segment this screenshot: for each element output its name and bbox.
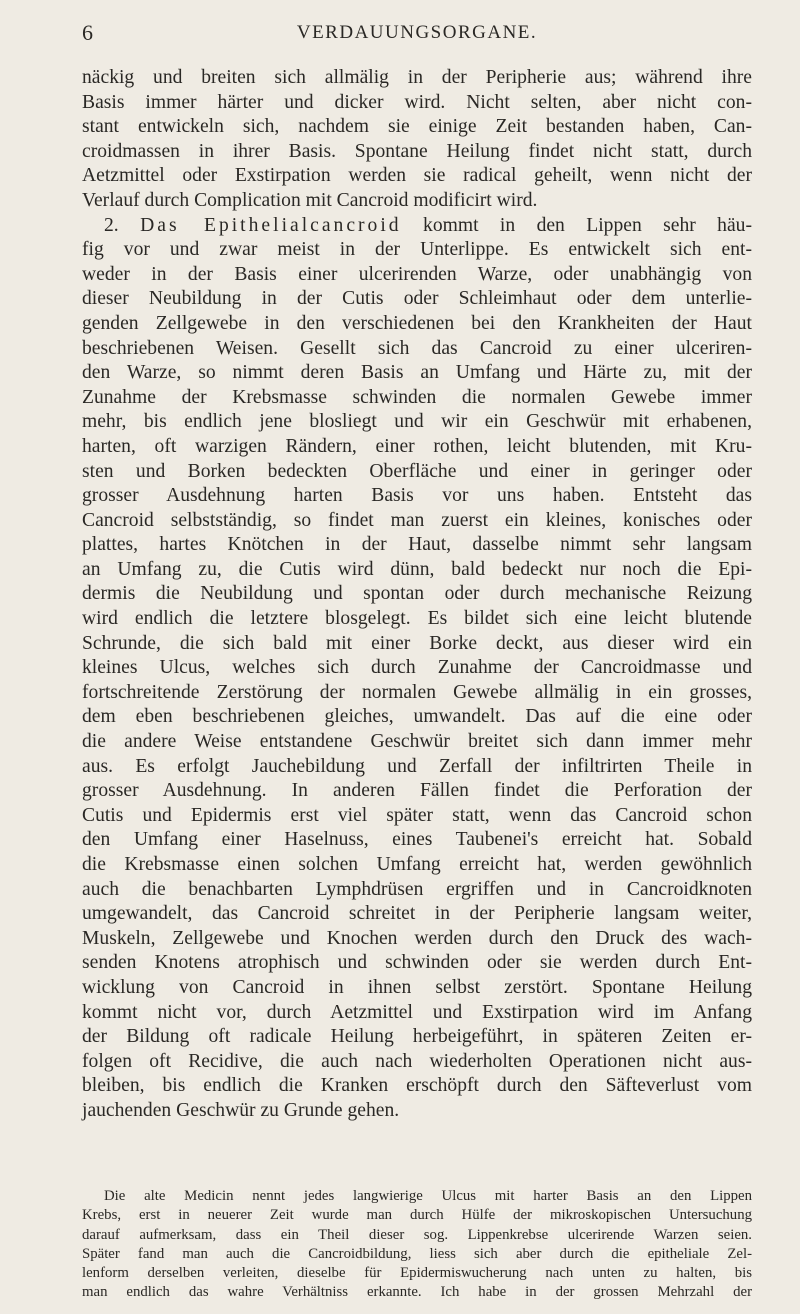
text-line: fortschreitende Zerstörung der normalen Gewebe allmälig in ein grosses,	[82, 681, 752, 703]
section-number: 2.	[104, 214, 119, 236]
text-line: umgewandelt, das Cancroid schreitet in der Peripherie langsam weiter,	[82, 903, 752, 925]
text-line: genden Zellgewebe in den verschiedenen bei den Krankheiten der Haut	[82, 312, 752, 334]
text-line: aus. Es erfolgt Jauchebildung und Zerfall der infiltrirten Theile in	[82, 755, 752, 777]
text-line: näckig und breiten sich allmälig in der Peripherie aus; während ihre	[82, 67, 752, 88]
section-start-line	[82, 214, 752, 239]
text-line: Muskeln, Zellgewebe und Knochen werden durch den Druck des wach-	[82, 927, 752, 949]
footnote-line: Krebs, erst in neuerer Zeit wurde man durch Hülfe der mikroskopischen Untersuchung	[82, 1207, 752, 1224]
text-line: die andere Weise entstandene Geschwür breitet sich dann immer mehr	[82, 731, 752, 753]
text-line: fig vor und zwar meist in der Unterlippe. Es entwickelt sich ent-	[82, 239, 752, 261]
text-line: bleiben, bis endlich die Kranken erschöpft durch den Säfteverlust vom	[82, 1075, 752, 1097]
text-line: den Warze, so nimmt deren Basis an Umfang und Härte zu, mit der	[82, 362, 752, 384]
body-text	[82, 66, 752, 1124]
text-line: jauchenden Geschwür zu Grunde gehen.	[82, 1099, 400, 1121]
text-line: grosser Ausdehnung harten Basis vor uns haben. Entsteht das	[82, 485, 752, 507]
page-number: 6	[82, 20, 94, 45]
text-line: auch die benachbarten Lymphdrüsen ergriffen und in Cancroidknoten	[82, 878, 752, 900]
footnote-line: lenform derselben verleiten, dieselbe für Epidermiswucherung nach unten zu halten, bis	[82, 1265, 752, 1282]
text-line: plattes, hartes Knötchen in der Haut, dasselbe nimmt sehr langsam	[82, 534, 752, 556]
text-line: den Umfang einer Haselnuss, eines Taubenei's erreicht hat. Sobald	[82, 829, 752, 851]
text-line: Cutis und Epidermis erst viel später statt, wenn das Cancroid schon	[82, 804, 752, 826]
text-line: stant entwickeln sich, nachdem sie einige Zeit bestanden haben, Can-	[82, 116, 752, 138]
text-line: beschriebenen Weisen. Gesellt sich das Cancroid zu einer ulceriren-	[82, 337, 752, 359]
text-line: Zunahme der Krebsmasse schwinden die normalen Gewebe immer	[82, 386, 752, 408]
text-line: der Bildung oft radicale Heilung herbeigeführt, in späteren Zeiten er-	[82, 1026, 752, 1048]
text-line: weder in der Basis einer ulcerirenden Warze, oder unabhängig von	[82, 263, 752, 285]
text-line: kleines Ulcus, welches sich durch Zunahme der Cancroidmasse und	[82, 657, 752, 679]
text-line: die Krebsmasse einen solchen Umfang erreicht hat, werden gewöhnlich	[82, 854, 752, 875]
footnote-line: Später fand man auch die Cancroidbildung, liess sich aber durch die epitheliale Zel-	[82, 1245, 752, 1262]
text-line: dem eben beschriebenen gleiches, umwandelt. Das auf die eine oder	[82, 706, 752, 728]
text-line: Verlauf durch Complication mit Cancroid modificirt wird.	[82, 189, 538, 211]
text-line: folgen oft Recidive, die auch nach wiederholten Operationen nicht aus-	[82, 1050, 752, 1072]
text-line: kommt nicht vor, durch Aetzmittel und Exstirpation wird im Anfang	[82, 1001, 752, 1023]
text-line: mehr, bis endlich jene blosliegt und wir ein Geschwür mit erhabenen,	[82, 411, 752, 433]
text-line: dermis die Neubildung und spontan oder durch mechanische Reizung	[82, 583, 752, 605]
text-line: Schrunde, die sich bald mit einer Borke deckt, aus dieser wird ein	[82, 632, 752, 654]
text-line: an Umfang zu, die Cutis wird dünn, bald bedeckt nur noch die Epi-	[82, 558, 752, 580]
footnote	[82, 1187, 752, 1303]
text-line: Aetzmittel oder Exstirpation werden sie radical geheilt, wenn nicht der	[82, 165, 752, 187]
text-line: grosser Ausdehnung. In anderen Fällen findet die Perforation der	[82, 780, 752, 802]
text-line: Cancroid selbstständig, so findet man zuerst ein kleines, konisches oder	[82, 509, 752, 531]
text-line: wird endlich die letztere blosgelegt. Es bildet sich eine leicht blutende	[82, 608, 752, 630]
text-line: sten und Borken bedeckten Oberfläche und einer in geringer oder	[82, 460, 752, 482]
text-line-rest: kommt in den Lippen sehr häu-	[423, 214, 752, 236]
page-header	[82, 20, 752, 50]
text-line: dieser Neubildung in der Cutis oder Schleimhaut oder dem unterlie-	[82, 288, 752, 310]
section-term: Das Epithelialcancroid	[140, 214, 402, 236]
footnote-line: darauf aufmerksam, dass ein Theil dieser sog. Lippenkrebse ulcerirende Warzen seien.	[82, 1226, 752, 1243]
running-head: VERDAUUNGSORGANE.	[296, 22, 538, 43]
footnote-line: man endlich das wahre Verhältniss erkannte. Ich habe in der grossen Mehrzahl der	[82, 1284, 752, 1301]
text-line: senden Knotens atrophisch und schwinden oder sie werden durch Ent-	[82, 952, 752, 974]
text-line: croidmassen in ihrer Basis. Spontane Heilung findet nicht statt, durch	[82, 140, 752, 162]
text-line: Basis immer härter und dicker wird. Nicht selten, aber nicht con-	[82, 91, 752, 113]
text-line: wicklung von Cancroid in ihnen selbst zerstört. Spontane Heilung	[82, 976, 752, 998]
text-line: harten, oft warzigen Rändern, einer rothen, leicht blutenden, mit Kru-	[82, 435, 752, 457]
footnote-line: Die alte Medicin nennt jedes langwierige Ulcus mit harter Basis an den Lippen	[104, 1188, 752, 1204]
